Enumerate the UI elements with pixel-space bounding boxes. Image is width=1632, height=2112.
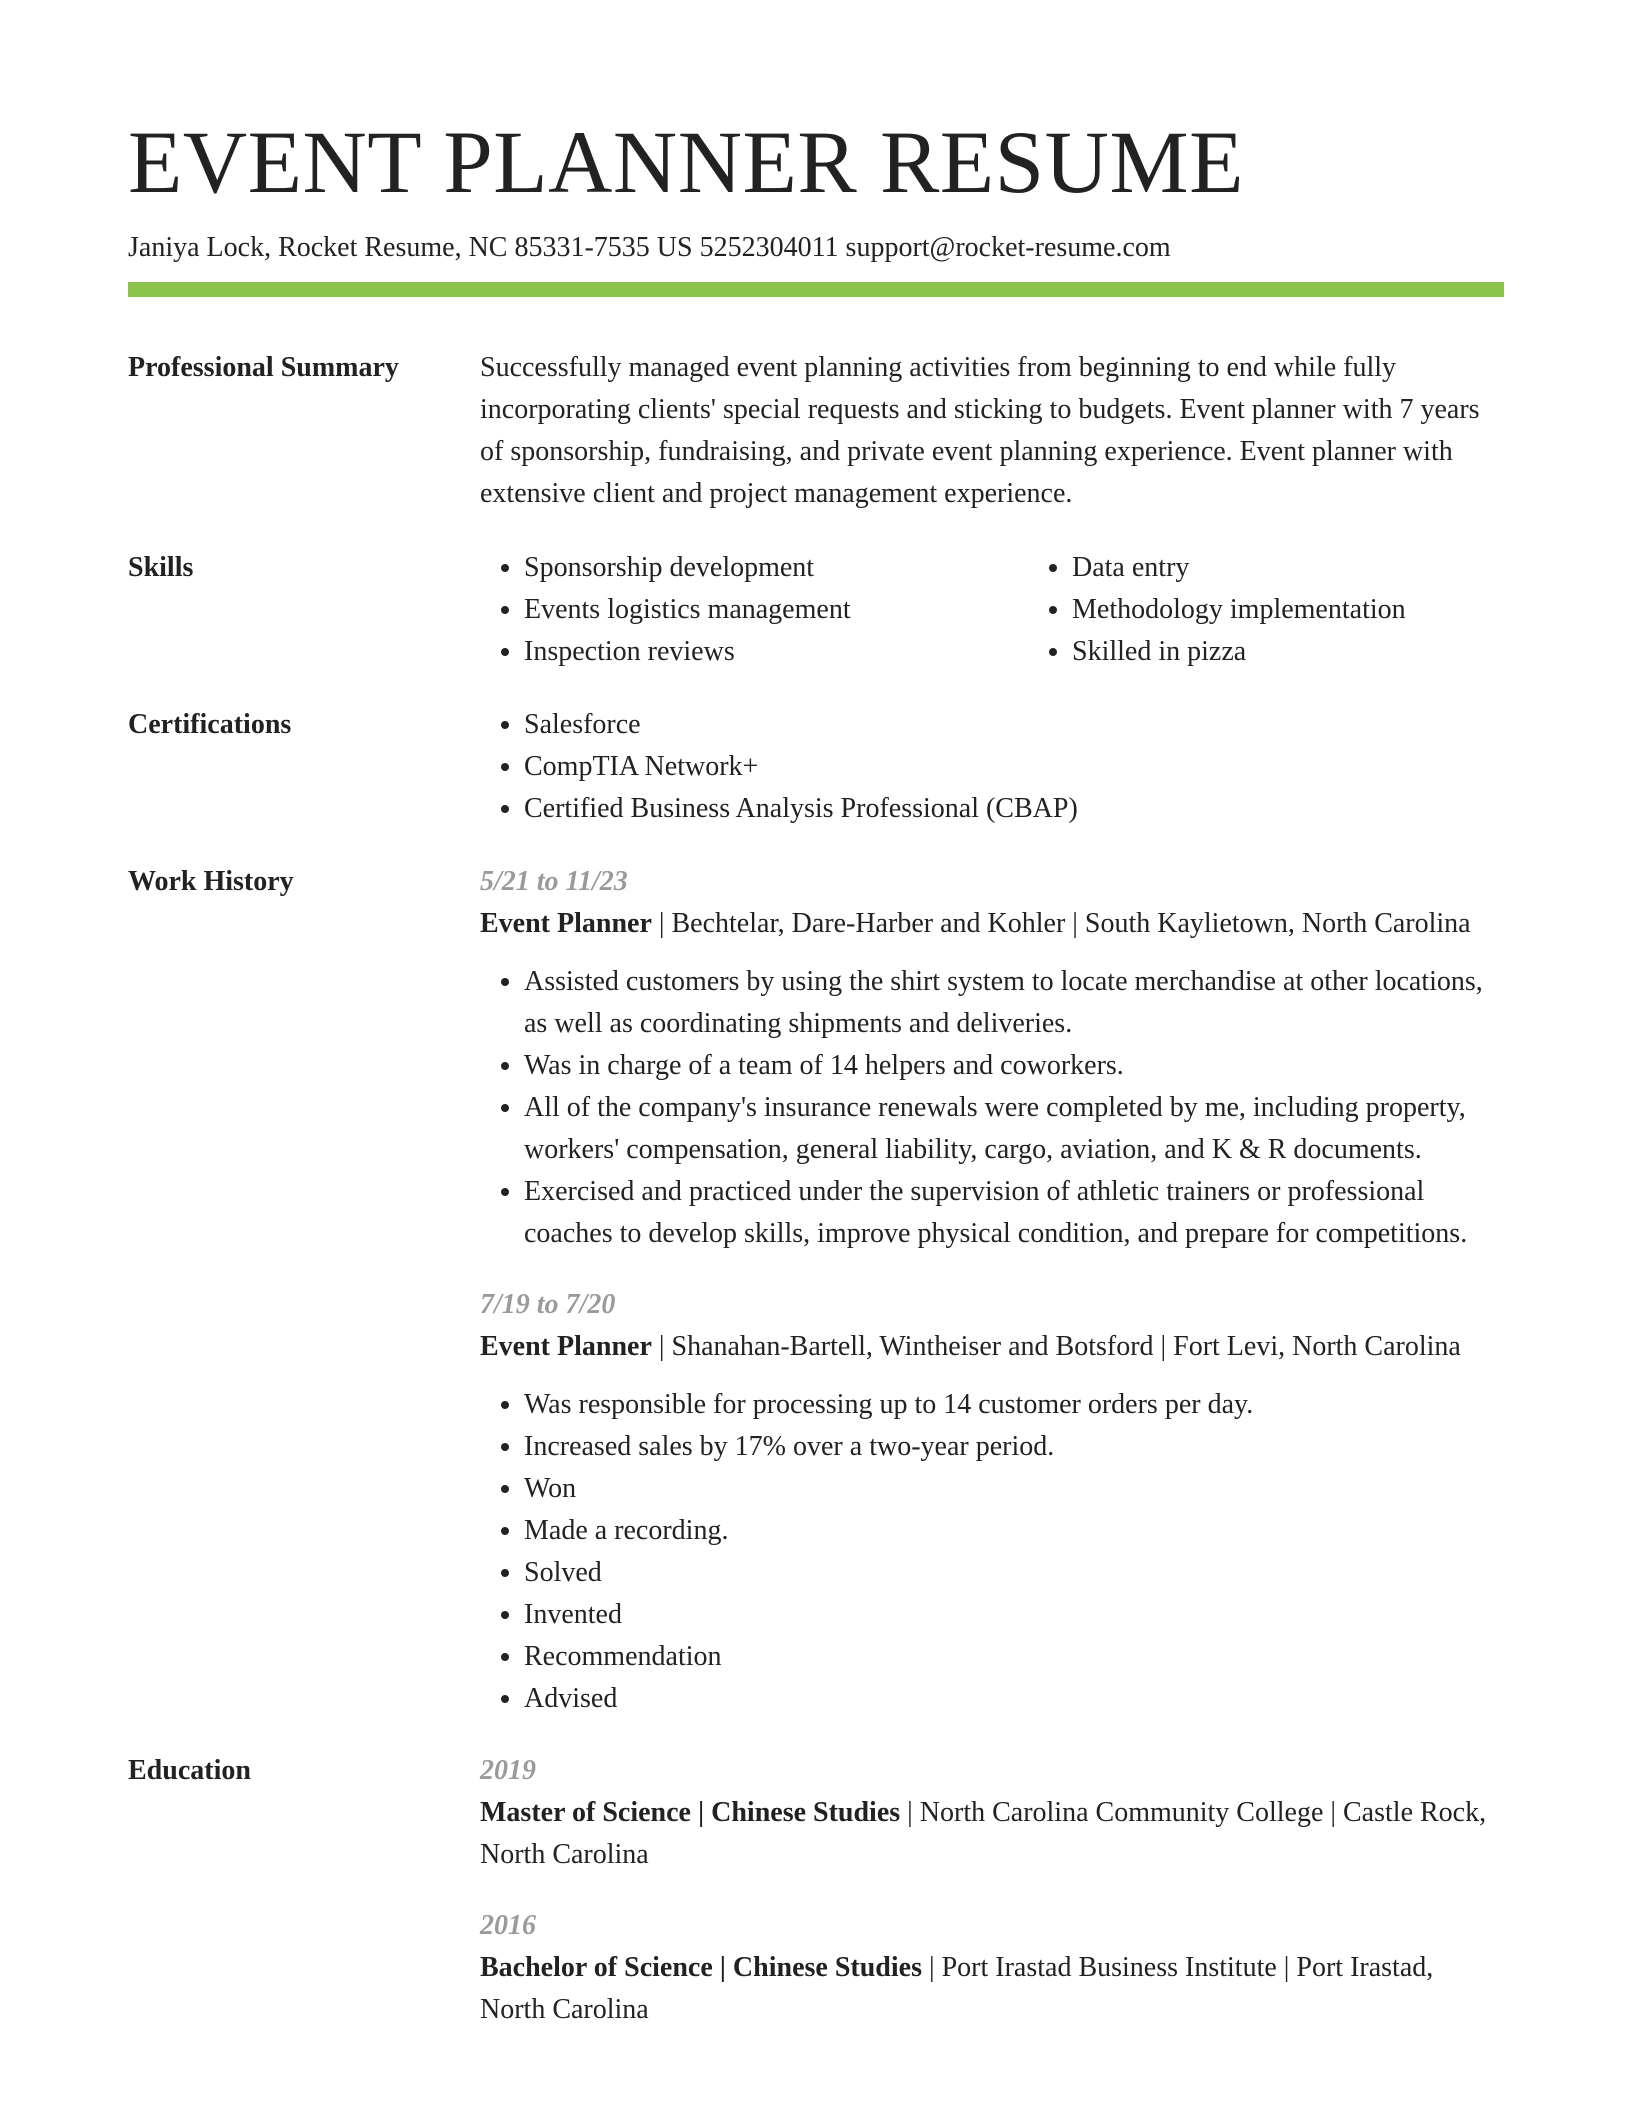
job-duty: • Assisted customers by using the shirt system to locate merchandise at other locations, as well as coordinating shipments and deliveries. (524, 961, 1504, 1045)
skill-item: • Events logistics management (524, 589, 1028, 631)
contact-line: Janiya Lock, Rocket Resume, NC 85331-7535 US 5252304011 support@rocket-resume.com (128, 232, 1171, 263)
accent-divider (128, 282, 1504, 297)
job-duty: • Advised (524, 1678, 1504, 1720)
skills-list (480, 547, 1504, 673)
degree-name: Master of Science | Chinese Studies (480, 1796, 901, 1828)
job-duty: • Recommendation (524, 1636, 1504, 1678)
job-duty: • Solved (524, 1552, 1504, 1594)
skills-column-2 (1028, 547, 1504, 673)
skill-item: • Skilled in pizza (1072, 631, 1504, 673)
job-employer-location: | Shanahan-Bartell, Wintheiser and Botsford | Fort Levi, North Carolina (651, 1330, 1461, 1362)
certification-item: • CompTIA Network+ (524, 746, 1504, 788)
job-title: Event Planner (480, 1330, 652, 1362)
school-location: | Port Irastad Business Institute | Port Irastad, North Carolina (480, 1951, 1434, 2025)
job-entry (480, 1284, 1504, 1720)
job-duties-list (480, 961, 1504, 1255)
summary-heading: Professional Summary (128, 351, 399, 383)
job-duty: • Was in charge of a team of 14 helpers and coworkers. (524, 1045, 1504, 1087)
job-duty: • Was responsible for processing up to 14 customer orders per day. (524, 1384, 1504, 1426)
education-entry (480, 1750, 1504, 1876)
job-dates: 7/19 to 7/20 (480, 1288, 616, 1320)
job-duty: • Invented (524, 1594, 1504, 1636)
school-location: | North Carolina Community College | Castle Rock, North Carolina (480, 1796, 1487, 1870)
education-headline (480, 1947, 1504, 2031)
summary-text: Successfully managed event planning activities from beginning to end while fully incorporating clients' special requests and sticking to budgets. Event planner with 7 years of sponsorship, fundraising, and private event planning experience. Event planner with extensive client and project management experience. (480, 351, 1480, 509)
certifications-body (480, 704, 1504, 830)
job-employer-location: | Bechtelar, Dare-Harber and Kohler | South Kaylietown, North Carolina (651, 907, 1471, 939)
education-year: 2019 (480, 1754, 536, 1786)
skill-item: • Sponsorship development (524, 547, 1028, 589)
resume-page (128, 0, 1504, 2031)
education-section (128, 1750, 1504, 2031)
education-heading: Education (128, 1754, 251, 1786)
work-history-section (128, 861, 1504, 1720)
job-duty: • Won (524, 1468, 1504, 1510)
education-year: 2016 (480, 1909, 536, 1941)
summary-body (480, 347, 1504, 515)
education-headline (480, 1792, 1504, 1876)
work-history-heading: Work History (128, 865, 294, 897)
job-duty: • Made a recording. (524, 1510, 1504, 1552)
summary-section (128, 347, 1504, 515)
skills-column-1 (480, 547, 1028, 673)
certifications-section (128, 704, 1504, 830)
education-body (480, 1750, 1504, 2031)
job-duty: • All of the company's insurance renewals were completed by me, including property, workers' compensation, general liability, cargo, aviation, and K & R documents. (524, 1087, 1504, 1171)
skill-item: • Data entry (1072, 547, 1504, 589)
job-duty: • Exercised and practiced under the supervision of athletic trainers or professional coaches to develop skills, improve physical condition, and prepare for competitions. (524, 1171, 1504, 1255)
job-dates: 5/21 to 11/23 (480, 865, 628, 897)
job-headline (480, 1326, 1504, 1368)
certifications-heading: Certifications (128, 708, 292, 740)
certifications-list (480, 704, 1504, 830)
certification-item: • Salesforce (524, 704, 1504, 746)
job-headline (480, 903, 1504, 945)
education-entry (480, 1905, 1504, 2031)
skills-heading: Skills (128, 551, 194, 583)
job-duties-list (480, 1384, 1504, 1720)
degree-name: Bachelor of Science | Chinese Studies (480, 1951, 922, 1983)
skill-item: • Methodology implementation (1072, 589, 1504, 631)
job-duty: • Increased sales by 17% over a two-year period. (524, 1426, 1504, 1468)
resume-title: EVENT PLANNER RESUME (128, 114, 1244, 212)
job-entry (480, 861, 1504, 1255)
skill-item: • Inspection reviews (524, 631, 1028, 673)
skills-section (128, 547, 1504, 673)
certification-item: • Certified Business Analysis Professional (CBAP) (524, 788, 1504, 830)
job-title: Event Planner (480, 907, 652, 939)
work-history-body (480, 861, 1504, 1720)
